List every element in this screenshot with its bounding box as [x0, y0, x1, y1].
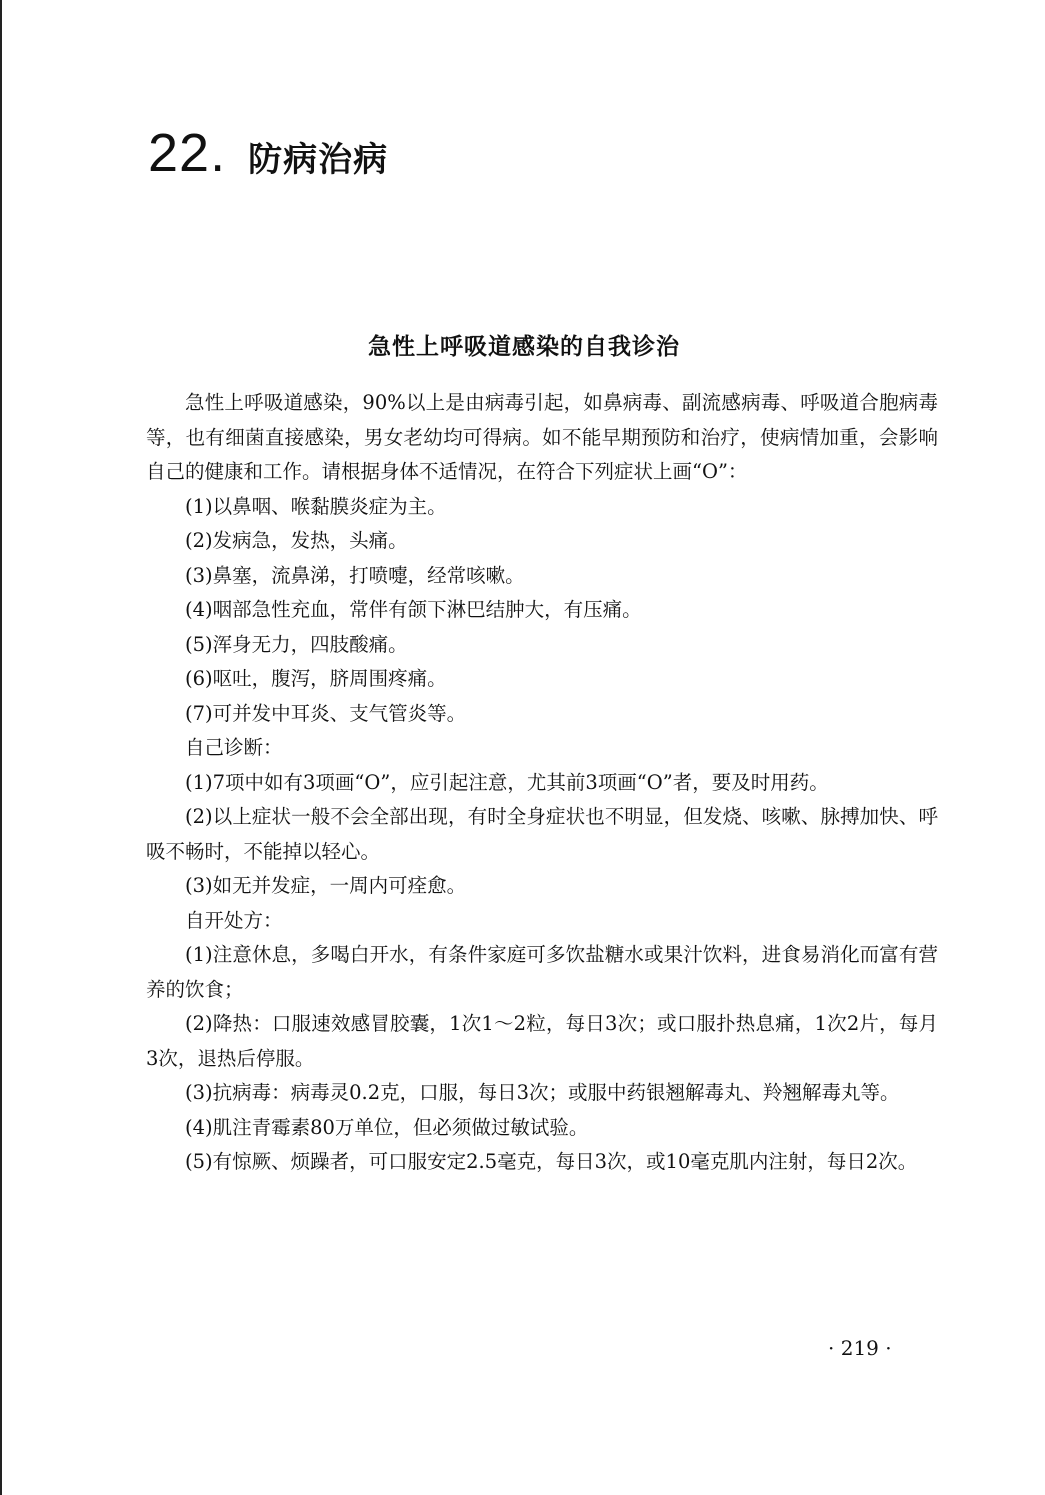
article-body: [146, 386, 938, 1180]
section-title: 急性上呼吸道感染的自我诊治: [368, 334, 680, 360]
chapter-heading: [148, 122, 388, 184]
symptom-item: (4)咽部急性充血，常伴有颌下淋巴结肿大，有压痛。: [185, 598, 642, 621]
prescription-item: (3)抗病毒：病毒灵0.2克，口服，每日3次；或服中药银翘解毒丸、羚翘解毒丸等。: [185, 1081, 900, 1104]
symptom-item: (3)鼻塞，流鼻涕，打喷嚏，经常咳嗽。: [185, 563, 525, 587]
prescription-item: (1)注意休息，多喝白开水，有条件家庭可多饮盐糖水或果汁饮料，进食易消化而富有营养的饮食；: [146, 943, 938, 1001]
diagnosis-heading: 自己诊断：: [185, 736, 283, 759]
page-edge: [0, 0, 2, 1495]
prescription-item: (2)降热：口服速效感冒胶囊，1次1～2粒，每日3次；或口服扑热息痛，1次2片，每月3次，退热后停服。: [146, 1012, 938, 1070]
page-number: · 219 ·: [828, 1336, 892, 1360]
diagnosis-item: (1)7项中如有3项画“O”，应引起注意，尤其前3项画“O”者，要及时用药。: [185, 770, 829, 794]
symptom-item: (7)可并发中耳炎、支气管炎等。: [185, 701, 467, 725]
prescription-item: (4)肌注青霉素80万单位，但必须做过敏试验。: [185, 1115, 589, 1139]
symptom-item: (6)呕吐，腹泻，脐周围疼痛。: [185, 667, 447, 690]
chapter-title: 防病治病: [248, 140, 389, 180]
symptom-item: (1)以鼻咽、喉黏膜炎症为主。: [185, 494, 447, 518]
prescription-item: (5)有惊厥、烦躁者，可口服安定2.5毫克，每日3次，或10毫克肌内注射，每日2次。: [185, 1150, 918, 1173]
chapter-number: 22.: [148, 123, 227, 183]
diagnosis-item: (2)以上症状一般不会全部出现，有时全身症状也不明显，但发烧、咳嗽、脉搏加快、呼吸不畅时，不能掉以轻心。: [146, 805, 938, 863]
diagnosis-item: (3)如无并发症，一周内可痊愈。: [185, 874, 467, 897]
prescription-heading: 自开处方：: [185, 908, 283, 932]
symptom-item: (2)发病急，发热，头痛。: [185, 529, 408, 552]
intro-paragraph: 急性上呼吸道感染，90%以上是由病毒引起，如鼻病毒、副流感病毒、呼吸道合胞病毒等，也有细菌直接感染，男女老幼均可得病。如不能早期预防和治疗，使病情加重，会影响自己的健康和工作。请根据身体不适情况，在符合下列症状上画“O”：: [146, 391, 938, 483]
symptom-item: (5)浑身无力，四肢酸痛。: [185, 632, 408, 656]
